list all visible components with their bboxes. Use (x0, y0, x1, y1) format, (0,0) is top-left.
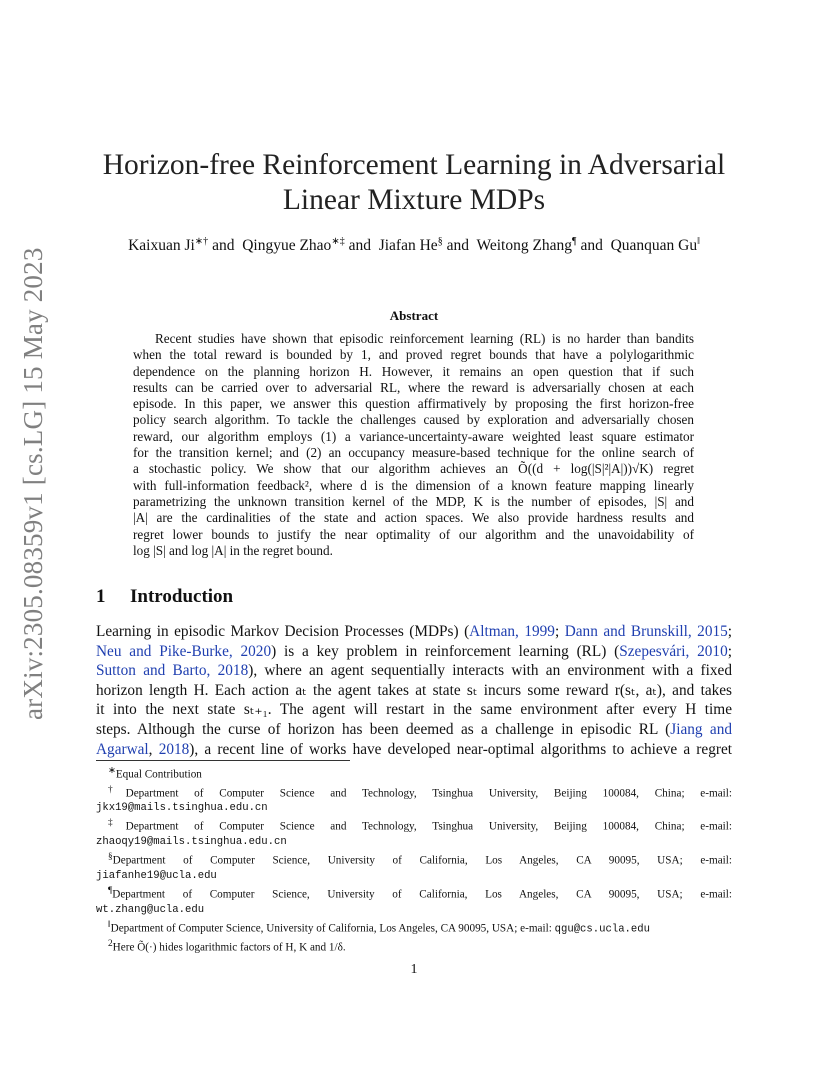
abstract-line: log |S| and log |A| in the regret bound. (133, 542, 333, 558)
citation-link[interactable]: Agarwal (96, 740, 149, 758)
body-text: , (148, 740, 159, 758)
footnote-line (96, 764, 732, 783)
footnote-line (96, 850, 732, 869)
citation-link[interactable]: Neu and Pike-Burke, 2020 (96, 642, 272, 660)
body-line (96, 622, 732, 642)
footnote (96, 884, 732, 918)
footnote-text: Department of Computer Science, University of California, Los Angeles, CA 90095, USA; e-mail: (112, 854, 732, 867)
author-name: Qingyue Zhao (242, 237, 332, 255)
footnotes (96, 764, 732, 956)
body-line (96, 642, 732, 662)
footnote (96, 918, 732, 938)
body-line (96, 661, 732, 681)
author-list (96, 236, 732, 255)
body-line (96, 720, 732, 740)
abstract-line: parametrizing the unknown transition kernel of the MDP, K is the number of episodes, |S| and (133, 493, 694, 509)
author-name: Kaixuan Ji (128, 237, 195, 255)
abstract-body (133, 331, 694, 559)
footnote (96, 850, 732, 884)
footnote-email[interactable]: jiafanhe19@ucla.edu (96, 869, 217, 882)
citation-link[interactable]: Szepesvári, 2010 (619, 642, 728, 660)
author-mark: ‖ (697, 236, 700, 247)
body-text: ), where an agent sequentially interacts with an environment with a fixed (248, 662, 732, 680)
body-line: horizon length H. Each action aₜ the agent takes at state sₜ incurs some reward r(sₜ, aₜ), and takes (96, 681, 732, 699)
body-text: ) is a key problem in reinforcement learning (RL) ( (271, 642, 620, 660)
abstract-line: Recent studies have shown that episodic reinforcement learning (RL) is no harder than bandits (155, 331, 694, 346)
body-text: ), a recent line of works have developed near-optimal algorithms to achieve a regret (189, 740, 732, 758)
footnote-text: Department of Computer Science and Technology, Tsinghua University, Beijing 100084, China; e-mail: (125, 821, 732, 834)
body-line: it into the next state sₜ₊₁. The agent will restart in the same environment after every H time (96, 701, 732, 719)
citation-link[interactable]: Sutton and Barto, 2018 (96, 662, 249, 680)
footnote (96, 764, 732, 783)
footnote-text: Department of Computer Science and Technology, Tsinghua University, Beijing 100084, China; e-mail: (125, 787, 732, 800)
footnote-mark: ∗ (108, 766, 116, 776)
author-name: Quanquan Gu (610, 237, 698, 255)
footnote-text: Here Õ(·) hides logarithmic factors of H, K and 1/δ. (112, 942, 346, 955)
body-text: Learning in episodic Markov Decision Processes (MDPs) ( (96, 623, 470, 640)
author-mark: § (437, 236, 443, 247)
abstract-line: reward, our algorithm employs (1) a variance-uncertainty-aware weighted least square estimator (133, 428, 694, 444)
footnote-line (96, 816, 732, 835)
abstract-line: policy search algorithm. To tackle the challenges caused by exploration and adversarially chosen (133, 412, 694, 428)
footnote-email[interactable]: zhaoqy19@mails.tsinghua.edu.cn (96, 836, 287, 849)
paper-title (96, 148, 732, 218)
author-separator: and (212, 237, 235, 255)
abstract-line: with full-information feedback², where d is the dimension of a known feature mapping linearly (133, 477, 694, 493)
footnote-line (96, 918, 732, 938)
body-text: ; (727, 642, 732, 660)
body-line (96, 740, 732, 760)
footnote-mark: ‡ (108, 818, 126, 829)
footnote-mark: ¶ (108, 885, 113, 896)
footnote-rule (96, 760, 350, 761)
footnote-text: Department of Computer Science, University of California, Los Angeles, CA 90095, USA; e-mail: (112, 888, 732, 901)
abstract-line: episode. In this paper, we answer this question affirmatively by proposing the first horizon-free (133, 396, 694, 412)
body-text: ; (727, 623, 733, 640)
author-mark: ∗† (194, 236, 209, 247)
abstract-line: a stochastic policy. We show that our algorithm achieves an Õ((d + log(|S|²|A|))√K) regret (133, 461, 694, 477)
footnote-mark: ‖ (108, 919, 111, 930)
title-line-2: Linear Mixture MDPs (282, 184, 546, 216)
abstract-line: dependence on the planning horizon H. However, it remains an open question that if such (133, 363, 694, 379)
intro-paragraph (96, 622, 732, 759)
author-separator: and (348, 237, 371, 255)
footnote-line (96, 937, 732, 956)
footnote-mark: 2 (108, 939, 113, 950)
arxiv-sidebar-id: arXiv:2305.08359v1 [cs.LG] 15 May 2023 (18, 247, 48, 720)
author-mark: ∗‡ (331, 236, 345, 247)
footnote-email[interactable]: jkx19@mails.tsinghua.edu.cn (96, 802, 268, 815)
footnote-text: Equal Contribution (115, 768, 202, 781)
footnote-mark: † (108, 784, 126, 795)
author-separator: and (580, 237, 603, 255)
body-text: steps. Although the curse of horizon has been deemed as a challenge in episodic RL ( (96, 720, 671, 738)
citation-link[interactable]: 2018 (158, 740, 190, 758)
footnote-email[interactable]: wt.zhang@ucla.edu (96, 903, 205, 916)
page-number: 1 (410, 962, 418, 977)
footnote-text: Department of Computer Science, University of California, Los Angeles, CA 90095, USA; e-mail: (110, 922, 555, 935)
footnote (96, 783, 732, 817)
abstract-heading: Abstract (389, 308, 439, 323)
footnote-line (96, 783, 732, 802)
footnote-mark: § (108, 852, 113, 863)
body-text: ; (554, 623, 565, 640)
footnote (96, 816, 732, 850)
footnote (96, 937, 732, 956)
title-line-1: Horizon-free Reinforcement Learning in Adversarial (102, 149, 726, 181)
author-separator: and (446, 237, 469, 255)
abstract-line: when the total reward is bounded by 1, and proved regret bounds that have a polylogarithmic (133, 347, 694, 363)
abstract-line: results can be carried over to adversarial RL, where the reward is adversarially chosen at each (133, 379, 694, 395)
section-number: 1 (96, 586, 106, 607)
footnote-line (96, 884, 732, 903)
abstract-line: for the transition kernel; and (2) an occupancy measure-based technique for the online search of (133, 445, 694, 461)
citation-link[interactable]: Altman, 1999 (469, 623, 555, 640)
abstract-line: |A| are the cardinalities of the state and action spaces. We also provide hardness results and (133, 510, 694, 526)
abstract-line: regret lower bounds to justify the near optimality of our algorithm and the unavoidability of (133, 526, 694, 542)
section-title: Introduction (130, 586, 234, 607)
author-name: Jiafan He (378, 237, 438, 255)
author-name: Weitong Zhang (476, 237, 573, 255)
footnote-email[interactable]: qgu@cs.ucla.edu (554, 923, 650, 936)
citation-link[interactable]: Dann and Brunskill, 2015 (564, 623, 728, 640)
section-heading (96, 586, 233, 608)
author-mark: ¶ (572, 236, 577, 247)
citation-link[interactable]: Jiang and (670, 720, 732, 738)
